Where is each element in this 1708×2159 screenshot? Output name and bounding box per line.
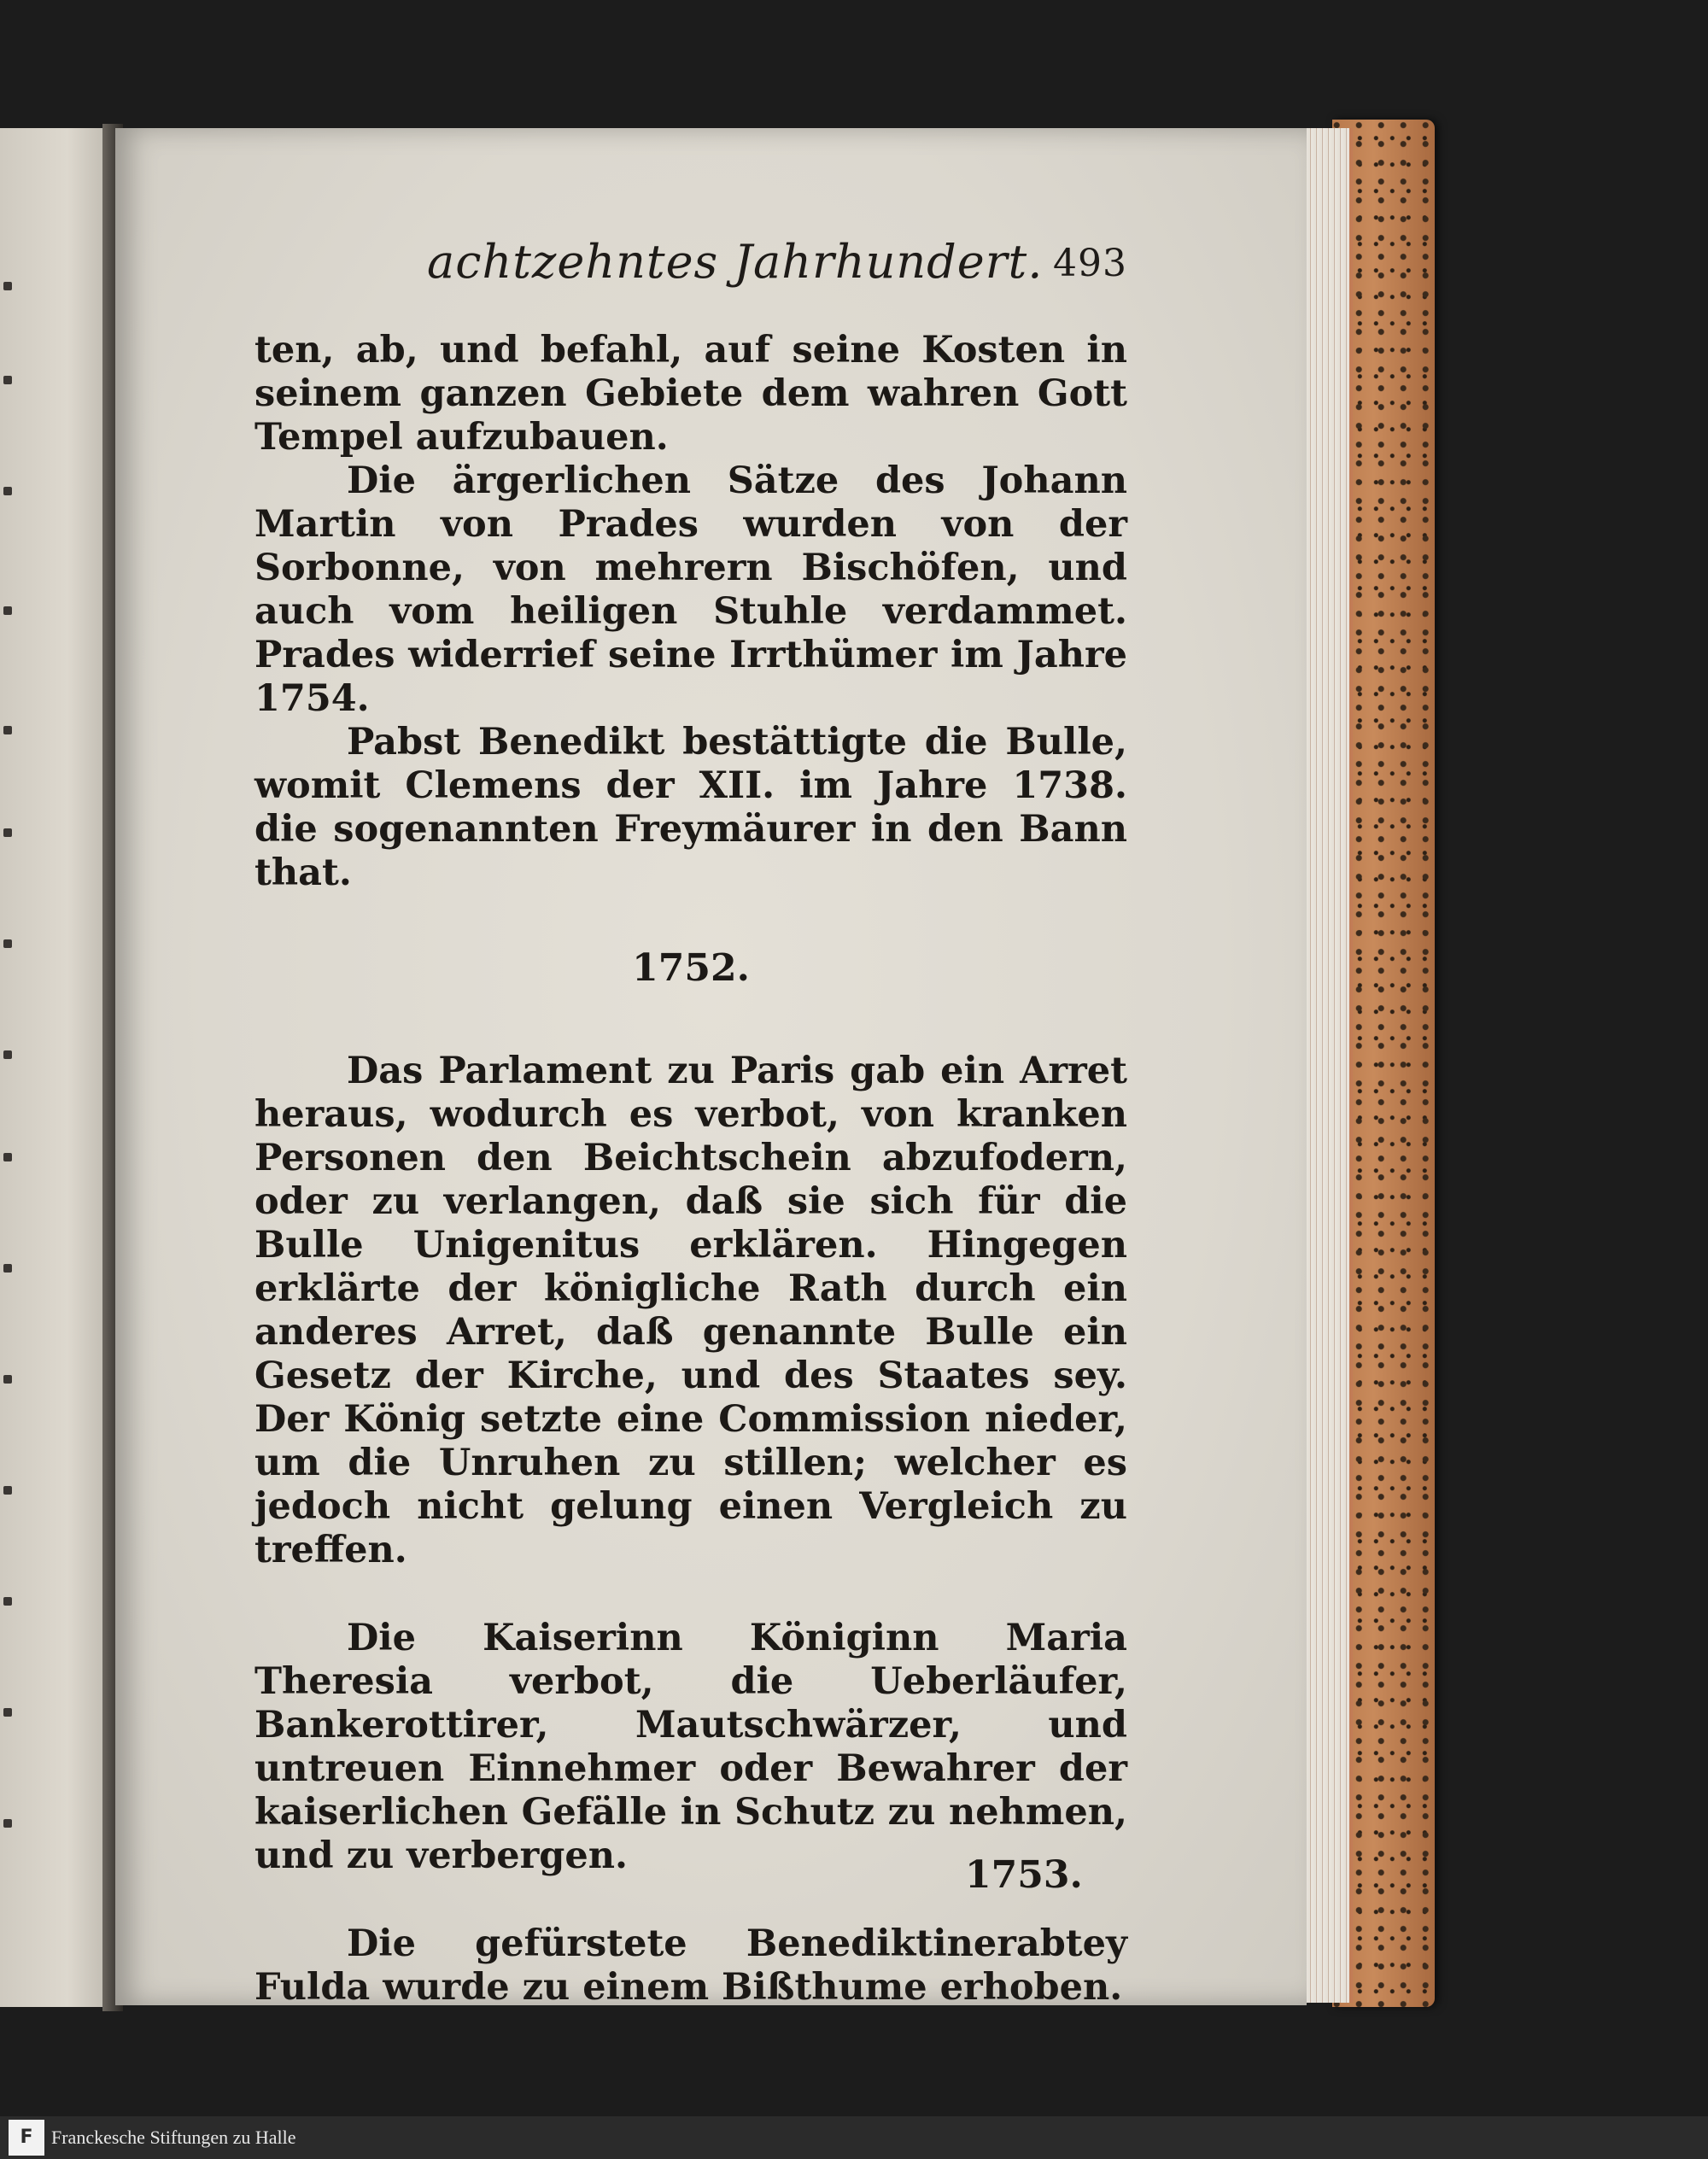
institution-logo-icon: F: [9, 2120, 44, 2156]
year-heading: 1752.: [632, 946, 750, 990]
paragraph-continued: ten, ab, und befahl, auf seine Kosten in seinem ganzen Gebiete dem wahren Gott Tempel aufzubauen.: [254, 329, 1127, 459]
page-number: 493: [1053, 242, 1127, 285]
previous-page-edge: [0, 128, 113, 2007]
paragraph-gap: [254, 1572, 1127, 1617]
paragraph: Die Kaiserinn Königinn Maria Theresia verbot, die Ueberläufer, Bankerottirer, Mautschwärzer, und untreuen Einnehmer oder Bewahrer der kaiserlichen Gefälle in Schutz zu nehmen, und zu verbergen.: [254, 1617, 1127, 1877]
paragraph: Das Parlament zu Paris gab ein Arret heraus, wodurch es verbot, von kranken Personen den Beichtschein abzufodern, oder zu verlangen, daß sie sich für die Bulle Unigenitus erklären. Hingegen erklärte der königliche Rath durch ein anderes Arret, daß genannte Bulle ein Gesetz der Kirche, und des Staates sey. Der König setzte eine Commission nieder, um die Unruhen zu stillen; welcher es jedoch nicht gelung einen Vergleich zu treffen.: [254, 1050, 1127, 1571]
catchword: 1753.: [965, 1853, 1083, 1897]
page-text: [254, 329, 1127, 2010]
footer-bar: [0, 2116, 1708, 2159]
running-title: achtzehntes Jahrhundert.: [427, 235, 1044, 289]
institution-name[interactable]: Franckesche Stiftungen zu Halle: [51, 2127, 296, 2148]
previous-page-text-fragments: [0, 128, 17, 2007]
paragraph: Die ärgerlichen Sätze des Johann Martin von Prades wurden von der Sorbonne, von mehrern Bischöfen, und auch vom heiligen Stuhle verdammet. Prades widerrief seine Irrthümer im Jahre 1754.: [254, 459, 1127, 720]
paragraph: Pabst Benedikt bestättigte die Bulle, womit Clemens der XII. im Jahre 1738. die sogenannten Freymäurer in den Bann that.: [254, 721, 1127, 894]
running-head: [316, 226, 1127, 295]
paragraph: Die gefürstete Benediktinerabtey Fulda wurde zu einem Bißthume erhoben.: [254, 1922, 1127, 2009]
